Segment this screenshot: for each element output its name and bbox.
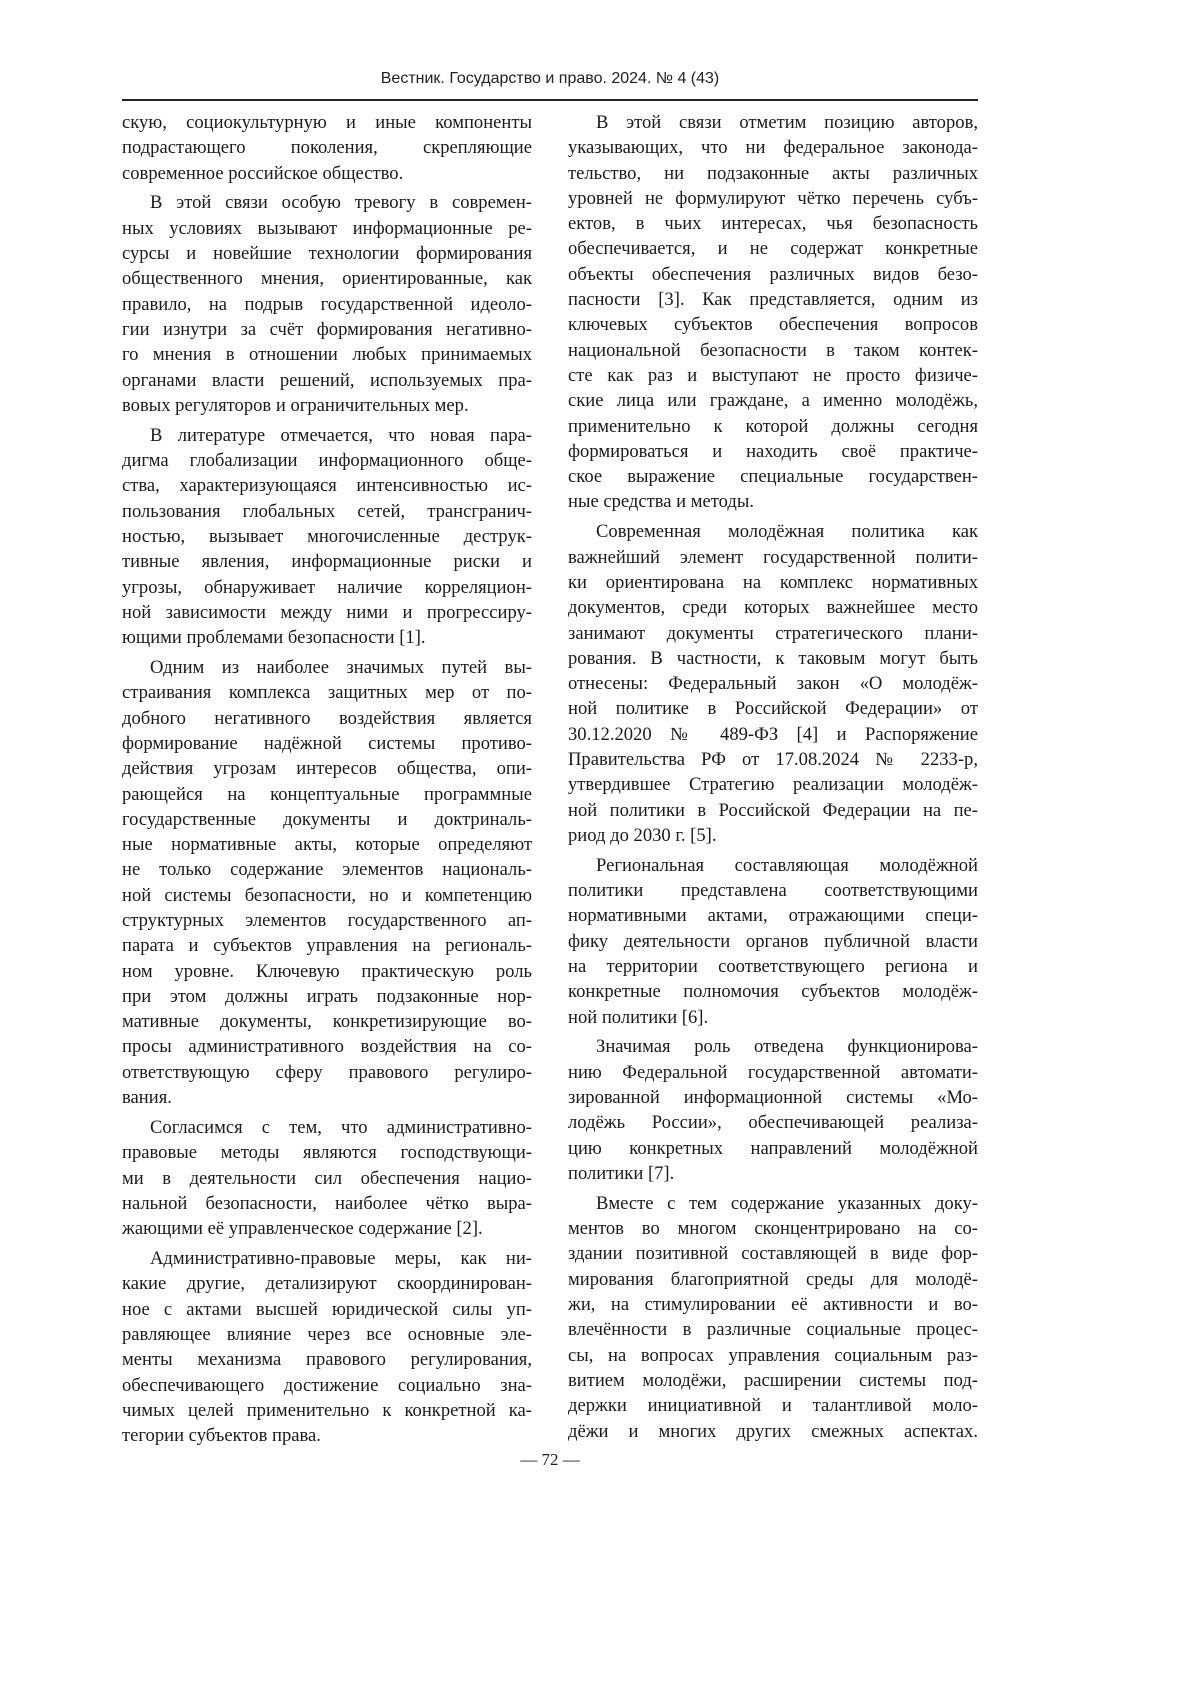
text-line: при этом должны играть подзаконные нор- bbox=[122, 984, 532, 1009]
paragraph bbox=[568, 110, 978, 515]
text-line: ные нормативные акты, которые определяют bbox=[122, 832, 532, 857]
text-line: ном уровне. Ключевую практическую роль bbox=[122, 959, 532, 984]
text-line: Одним из наиболее значимых путей вы- bbox=[122, 655, 532, 680]
page-number: — 72 — bbox=[0, 1450, 1100, 1470]
right-column bbox=[568, 110, 978, 1448]
left-column bbox=[122, 110, 532, 1453]
header-rule bbox=[122, 99, 978, 101]
text-line: обеспечивается, и не содержат конкретные bbox=[568, 236, 978, 261]
text-line: ной системы безопасности, но и компетенцию bbox=[122, 883, 532, 908]
paragraph bbox=[122, 110, 532, 186]
text-line: просы административного воздействия на со- bbox=[122, 1034, 532, 1059]
text-line: тельство, ни подзаконные акты различных bbox=[568, 161, 978, 186]
text-line: чимых целей применительно к конкретной ка- bbox=[122, 1398, 532, 1423]
text-line: органами власти решений, используемых пра- bbox=[122, 368, 532, 393]
text-line: страивания комплекса защитных мер от по- bbox=[122, 680, 532, 705]
text-line: ной политики [6]. bbox=[568, 1005, 978, 1030]
text-line: Региональная составляющая молодёжной bbox=[568, 853, 978, 878]
text-line: занимают документы стратегического плани- bbox=[568, 621, 978, 646]
text-line: жи, на стимулировании её активности и во- bbox=[568, 1292, 978, 1317]
text-line: сурсы и новейшие технологии формирования bbox=[122, 241, 532, 266]
text-line: равляющее влияние через все основные эле- bbox=[122, 1322, 532, 1347]
text-line: политики [7]. bbox=[568, 1161, 978, 1186]
text-line: формироваться и находить своё практиче- bbox=[568, 439, 978, 464]
text-line: го мнения в отношении любых принимаемых bbox=[122, 342, 532, 367]
text-line: ной зависимости между ними и прогрессиру- bbox=[122, 600, 532, 625]
text-line: нормативными актами, отражающими специ- bbox=[568, 903, 978, 928]
text-line: здании позитивной составляющей в виде фор- bbox=[568, 1241, 978, 1266]
text-line: применительно к которой должны сегодня bbox=[568, 414, 978, 439]
text-line: В литературе отмечается, что новая пара- bbox=[122, 423, 532, 448]
text-line: общественного мнения, ориентированные, как bbox=[122, 266, 532, 291]
text-line: ной политики в Российской Федерации на пе- bbox=[568, 798, 978, 823]
text-line: скую, социокультурную и иные компоненты bbox=[122, 110, 532, 135]
text-line: Правительства РФ от 17.08.2024 № 2233-р, bbox=[568, 747, 978, 772]
text-line: гии изнутри за счёт формирования негативно- bbox=[122, 317, 532, 342]
text-line: цию конкретных направлений молодёжной bbox=[568, 1136, 978, 1161]
text-line: рающейся на концептуальные программные bbox=[122, 782, 532, 807]
text-line: Согласимся с тем, что административно- bbox=[122, 1115, 532, 1140]
text-line: тивные явления, информационные риски и bbox=[122, 549, 532, 574]
text-line: риод до 2030 г. [5]. bbox=[568, 823, 978, 848]
text-line: ментов во многом сконцентрировано на со- bbox=[568, 1216, 978, 1241]
text-line: государственные документы и доктриналь- bbox=[122, 807, 532, 832]
paragraph bbox=[568, 1034, 978, 1186]
text-line: держки инициативной и талантливой моло- bbox=[568, 1393, 978, 1418]
text-line: жающими её управленческое содержание [2]. bbox=[122, 1216, 532, 1241]
text-line: какие другие, детализируют скоординирован- bbox=[122, 1271, 532, 1296]
text-line: подрастающего поколения, скрепляющие bbox=[122, 135, 532, 160]
text-line: пользования глобальных сетей, трансгранич- bbox=[122, 499, 532, 524]
text-line: зированной информационной системы «Мо- bbox=[568, 1085, 978, 1110]
text-line: конкретные полномочия субъектов молодёж- bbox=[568, 979, 978, 1004]
text-line: структурных элементов государственного ап- bbox=[122, 908, 532, 933]
text-line: отнесены: Федеральный закон «О молодёж- bbox=[568, 671, 978, 696]
text-line: ответствующую сферу правового регулиро- bbox=[122, 1060, 532, 1085]
text-line: ключевых субъектов обеспечения вопросов bbox=[568, 312, 978, 337]
text-line: вовых регуляторов и ограничительных мер. bbox=[122, 393, 532, 418]
text-line: ми в деятельности сил обеспечения нацио- bbox=[122, 1166, 532, 1191]
text-line: витием молодёжи, расширении системы под- bbox=[568, 1368, 978, 1393]
text-line: дёжи и многих других смежных аспектах. bbox=[568, 1419, 978, 1444]
paragraph bbox=[122, 423, 532, 651]
text-line: указывающих, что ни федеральное законода- bbox=[568, 135, 978, 160]
paragraph bbox=[122, 655, 532, 1110]
text-line: вания. bbox=[122, 1085, 532, 1110]
text-line: национальной безопасности в таком контек- bbox=[568, 338, 978, 363]
text-line: современное российское общество. bbox=[122, 161, 532, 186]
text-line: правовые методы являются господствующи- bbox=[122, 1140, 532, 1165]
paragraph bbox=[568, 1191, 978, 1444]
text-line: ющими проблемами безопасности [1]. bbox=[122, 625, 532, 650]
text-line: ское выражение специальные государствен- bbox=[568, 464, 978, 489]
text-line: сте как раз и выступают не просто физиче- bbox=[568, 363, 978, 388]
text-line: мирования благоприятной среды для молодё- bbox=[568, 1267, 978, 1292]
text-line: тегории субъектов права. bbox=[122, 1423, 532, 1448]
text-line: нальной безопасности, наиболее чётко выра- bbox=[122, 1191, 532, 1216]
text-line: утвердившее Стратегию реализации молодёж- bbox=[568, 772, 978, 797]
text-line: на территории соответствующего региона и bbox=[568, 954, 978, 979]
text-line: нию Федеральной государственной автомати- bbox=[568, 1060, 978, 1085]
text-line: обеспечивающего достижение социально зна- bbox=[122, 1373, 532, 1398]
text-line: сы, на вопросах управления социальным раз- bbox=[568, 1343, 978, 1368]
text-line: документов, среди которых важнейшее место bbox=[568, 595, 978, 620]
text-line: Вместе с тем содержание указанных доку- bbox=[568, 1191, 978, 1216]
text-line: фику деятельности органов публичной власти bbox=[568, 929, 978, 954]
paragraph bbox=[122, 1246, 532, 1448]
text-line: пасности [3]. Как представляется, одним из bbox=[568, 287, 978, 312]
text-line: ностью, вызывает многочисленные деструк- bbox=[122, 524, 532, 549]
text-line: важнейший элемент государственной полити- bbox=[568, 545, 978, 570]
text-line: уровней не формулируют чётко перечень субъ- bbox=[568, 186, 978, 211]
text-line: В этой связи отметим позицию авторов, bbox=[568, 110, 978, 135]
text-line: объекты обеспечения различных видов безо- bbox=[568, 262, 978, 287]
text-line: менты механизма правового регулирования, bbox=[122, 1347, 532, 1372]
text-line: рования. В частности, к таковым могут быть bbox=[568, 646, 978, 671]
text-line: парата и субъектов управления на региональ- bbox=[122, 933, 532, 958]
text-line: угрозы, обнаруживает наличие корреляцион- bbox=[122, 575, 532, 600]
text-line: ства, характеризующаяся интенсивностью ис- bbox=[122, 473, 532, 498]
text-line: ектов, в чьих интересах, чья безопасность bbox=[568, 211, 978, 236]
text-line: влечённости в различные социальные процес- bbox=[568, 1317, 978, 1342]
paragraph bbox=[568, 853, 978, 1030]
text-line: Значимая роль отведена функционирова- bbox=[568, 1034, 978, 1059]
text-line: Современная молодёжная политика как bbox=[568, 519, 978, 544]
text-line: ной политике в Российской Федерации» от bbox=[568, 696, 978, 721]
text-line: не только содержание элементов националь- bbox=[122, 857, 532, 882]
text-line: ное с актами высшей юридической силы уп- bbox=[122, 1297, 532, 1322]
text-line: 30.12.2020 № 489-ФЗ [4] и Распоряжение bbox=[568, 722, 978, 747]
paragraph bbox=[122, 1115, 532, 1241]
text-line: формирование надёжной системы противо- bbox=[122, 731, 532, 756]
text-line: лодёжь России», обеспечивающей реализа- bbox=[568, 1110, 978, 1135]
text-line: добного негативного воздействия является bbox=[122, 706, 532, 731]
text-line: Административно-правовые меры, как ни- bbox=[122, 1246, 532, 1271]
text-line: ных условиях вызывают информационные ре- bbox=[122, 216, 532, 241]
text-line: дигма глобализации информационного обще- bbox=[122, 448, 532, 473]
text-line: ские лица или граждане, а именно молодёжь, bbox=[568, 388, 978, 413]
text-line: политики представлена соответствующими bbox=[568, 878, 978, 903]
text-line: В этой связи особую тревогу в современ- bbox=[122, 190, 532, 215]
text-line: ные средства и методы. bbox=[568, 489, 978, 514]
running-header: Вестник. Государство и право. 2024. № 4 (43) bbox=[122, 70, 978, 88]
paragraph bbox=[122, 190, 532, 418]
text-line: ки ориентирована на комплекс нормативных bbox=[568, 570, 978, 595]
paragraph bbox=[568, 519, 978, 848]
text-line: мативные документы, конкретизирующие во- bbox=[122, 1009, 532, 1034]
text-line: правило, на подрыв государственной идеоло- bbox=[122, 292, 532, 317]
text-line: действия угрозам интересов общества, опи- bbox=[122, 756, 532, 781]
